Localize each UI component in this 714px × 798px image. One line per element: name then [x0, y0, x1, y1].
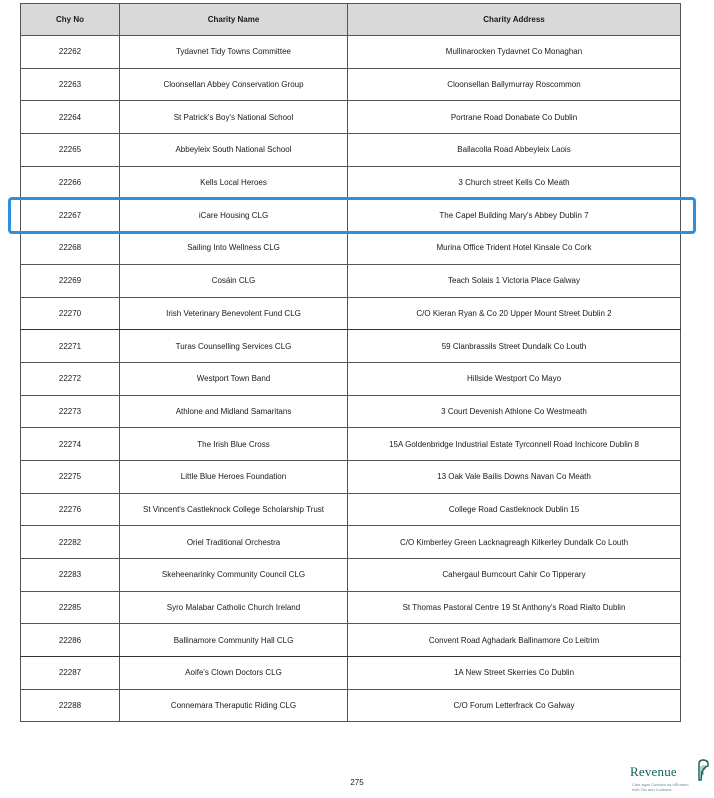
cell-charity-name: Connemara Theraputic Riding CLG: [120, 689, 348, 722]
cell-charity-address: St Thomas Pastoral Centre 19 St Anthony's Road Rialto Dublin: [348, 591, 681, 624]
cell-charity-name: Tydavnet Tidy Towns Committee: [120, 36, 348, 69]
cell-charity-name: The Irish Blue Cross: [120, 428, 348, 461]
cell-charity-name: Little Blue Heroes Foundation: [120, 460, 348, 493]
cell-charity-address: Mullinarocken Tydavnet Co Monaghan: [348, 36, 681, 69]
table-row: [21, 297, 681, 330]
table-row: [21, 657, 681, 690]
cell-chy-no: 22270: [21, 297, 120, 330]
cell-charity-address: 3 Church street Kells Co Meath: [348, 166, 681, 199]
cell-chy-no: 22287: [21, 657, 120, 690]
cell-charity-name: Abbeyleix South National School: [120, 134, 348, 167]
table-row: [21, 460, 681, 493]
cell-charity-name: Cloonsellan Abbey Conservation Group: [120, 68, 348, 101]
cell-charity-address: 15A Goldenbridge Industrial Estate Tyrconnell Road Inchicore Dublin 8: [348, 428, 681, 461]
cell-chy-no: 22274: [21, 428, 120, 461]
cell-chy-no: 22285: [21, 591, 120, 624]
cell-charity-address: Teach Solais 1 Victoria Place Galway: [348, 264, 681, 297]
harp-icon: [696, 758, 710, 782]
cell-charity-name: Kells Local Heroes: [120, 166, 348, 199]
table-row: [21, 134, 681, 167]
logo-wordmark: Revenue: [630, 764, 677, 779]
cell-charity-address: 13 Oak Vale Bailis Downs Navan Co Meath: [348, 460, 681, 493]
table-row: [21, 199, 681, 232]
cell-chy-no: 22264: [21, 101, 120, 134]
cell-chy-no: 22263: [21, 68, 120, 101]
table-row: [21, 428, 681, 461]
cell-charity-address: C/O Kieran Ryan & Co 20 Upper Mount Street Dublin 2: [348, 297, 681, 330]
cell-charity-address: Convent Road Aghadark Ballinamore Co Leitrim: [348, 624, 681, 657]
table-row: [21, 624, 681, 657]
cell-charity-address: C/O Forum Letterfrack Co Galway: [348, 689, 681, 722]
cell-charity-name: Ballinamore Community Hall CLG: [120, 624, 348, 657]
cell-charity-address: C/O Kimberley Green Lacknagreagh Kilkerley Dundalk Co Louth: [348, 526, 681, 559]
logo-irish-line: Cáin agus Custaim na hÉireann: [632, 782, 689, 787]
cell-chy-no: 22282: [21, 526, 120, 559]
cell-chy-no: 22272: [21, 362, 120, 395]
charity-register-table: [20, 3, 681, 722]
table-row: [21, 166, 681, 199]
cell-charity-address: College Road Castleknock Dublin 15: [348, 493, 681, 526]
table-row: [21, 264, 681, 297]
logo-english-line: Irish Tax and Customs: [632, 787, 672, 792]
cell-charity-address: Ballacolla Road Abbeyleix Laois: [348, 134, 681, 167]
header-charity-name: Charity Name: [120, 4, 348, 36]
cell-chy-no: 22271: [21, 330, 120, 363]
cell-charity-address: Portrane Road Donabate Co Dublin: [348, 101, 681, 134]
table-row: [21, 362, 681, 395]
table-row: [21, 591, 681, 624]
cell-charity-name: Irish Veterinary Benevolent Fund CLG: [120, 297, 348, 330]
table-row: [21, 36, 681, 69]
table-row: [21, 330, 681, 363]
header-charity-address: Charity Address: [348, 4, 681, 36]
cell-charity-address: 3 Court Devenish Athlone Co Westmeath: [348, 395, 681, 428]
cell-charity-name: iCare Housing CLG: [120, 199, 348, 232]
cell-charity-name: Sailing Into Wellness CLG: [120, 232, 348, 265]
cell-chy-no: 22266: [21, 166, 120, 199]
cell-charity-name: Westport Town Band: [120, 362, 348, 395]
cell-chy-no: 22273: [21, 395, 120, 428]
table-row: [21, 559, 681, 592]
cell-charity-name: St Patrick's Boy's National School: [120, 101, 348, 134]
cell-chy-no: 22268: [21, 232, 120, 265]
cell-chy-no: 22275: [21, 460, 120, 493]
cell-charity-name: St Vincent's Castleknock College Scholarship Trust: [120, 493, 348, 526]
cell-charity-name: Skeheenarinky Community Council CLG: [120, 559, 348, 592]
table-row: [21, 232, 681, 265]
table-row: [21, 689, 681, 722]
page-number: 275: [350, 778, 364, 787]
header-chy-no: Chy No: [21, 4, 120, 36]
cell-charity-address: Cahergaul Burncourt Cahir Co Tipperary: [348, 559, 681, 592]
table-row: [21, 101, 681, 134]
cell-charity-name: Turas Counselling Services CLG: [120, 330, 348, 363]
cell-charity-name: Oriel Traditional Orchestra: [120, 526, 348, 559]
cell-charity-address: Cloonsellan Ballymurray Roscommon: [348, 68, 681, 101]
cell-chy-no: 22283: [21, 559, 120, 592]
table-header-row: [21, 4, 681, 36]
cell-charity-name: Athlone and Midland Samaritans: [120, 395, 348, 428]
cell-chy-no: 22267: [21, 199, 120, 232]
cell-chy-no: 22276: [21, 493, 120, 526]
table-row: [21, 395, 681, 428]
cell-charity-address: The Capel Building Mary's Abbey Dublin 7: [348, 199, 681, 232]
cell-charity-name: Syro Malabar Catholic Church Ireland: [120, 591, 348, 624]
cell-charity-name: Cosáin CLG: [120, 264, 348, 297]
table-row: [21, 68, 681, 101]
cell-charity-address: Hillside Westport Co Mayo: [348, 362, 681, 395]
cell-chy-no: 22269: [21, 264, 120, 297]
cell-chy-no: 22286: [21, 624, 120, 657]
cell-charity-address: 1A New Street Skerries Co Dublin: [348, 657, 681, 690]
cell-charity-address: Murina Office Trident Hotel Kinsale Co Cork: [348, 232, 681, 265]
cell-chy-no: 22288: [21, 689, 120, 722]
cell-chy-no: 22265: [21, 134, 120, 167]
cell-chy-no: 22262: [21, 36, 120, 69]
table-row: [21, 493, 681, 526]
cell-charity-name: Aoife's Clown Doctors CLG: [120, 657, 348, 690]
cell-charity-address: 59 Clanbrassils Street Dundalk Co Louth: [348, 330, 681, 363]
table-row: [21, 526, 681, 559]
revenue-logo: [630, 758, 710, 794]
